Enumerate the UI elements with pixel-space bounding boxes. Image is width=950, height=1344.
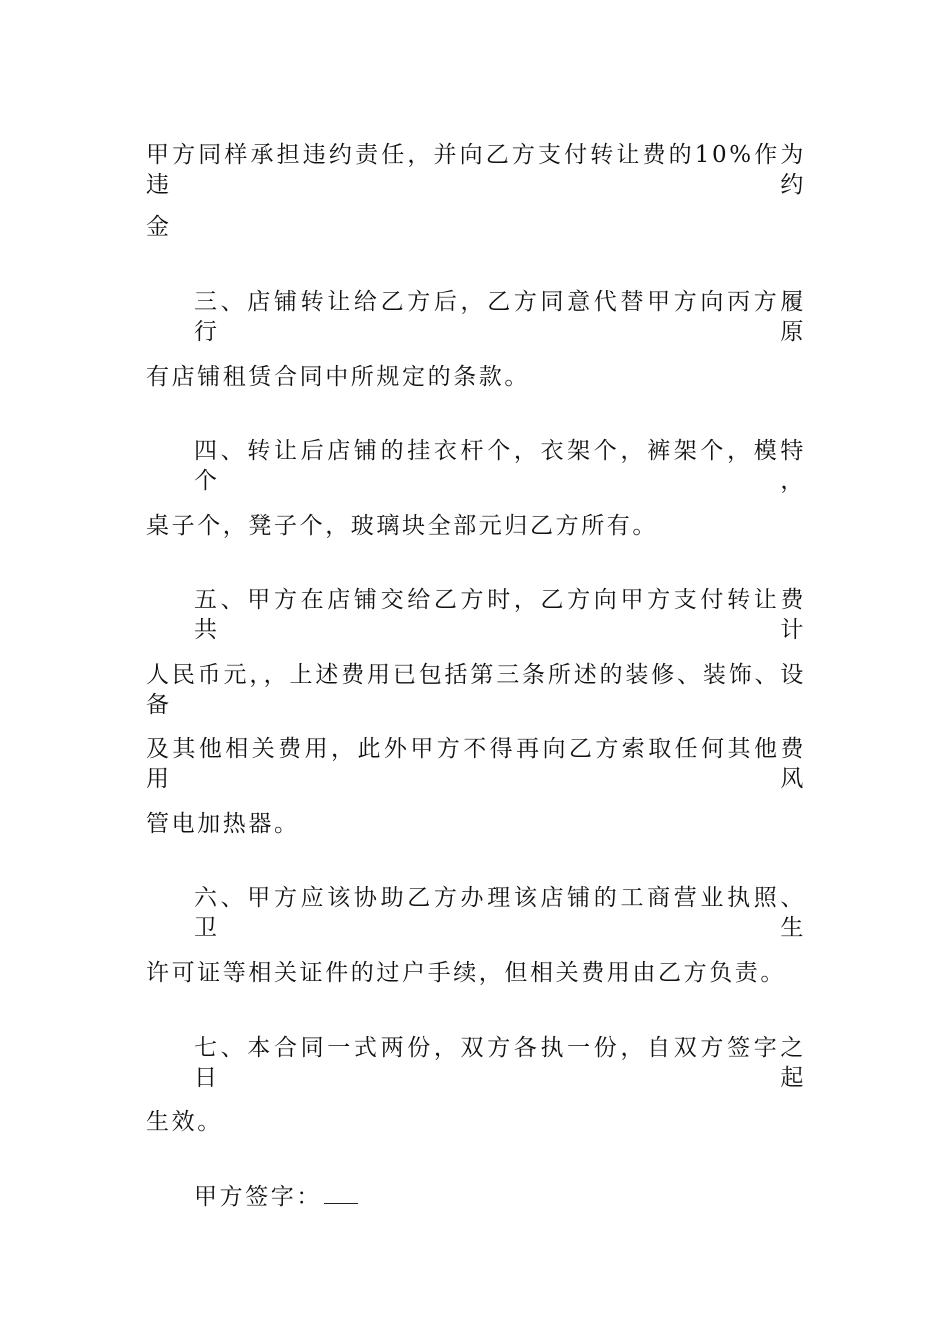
paragraph-line: 甲方同样承担违约责任，并向乙方支付转让费的10%作为违约 bbox=[146, 142, 806, 198]
clause-five-line: 管电加热器。 bbox=[146, 811, 300, 837]
clause-five-line: 人民币元，，上述费用已包括第三条所述的装修、装饰、设备 bbox=[146, 662, 806, 718]
paragraph-line: 金 bbox=[146, 214, 172, 240]
clause-six-line: 六、甲方应该协助乙方办理该店铺的工商营业执照、卫生 bbox=[194, 885, 806, 941]
clause-five-line: 五、甲方在店铺交给乙方时，乙方向甲方支付转让费共计 bbox=[194, 587, 806, 643]
clause-four-line: 桌子个，凳子个，玻璃块全部元归乙方所有。 bbox=[146, 513, 658, 539]
clause-seven-line: 生效。 bbox=[146, 1109, 223, 1135]
clause-five-line: 及其他相关费用，此外甲方不得再向乙方索取任何其他费用风 bbox=[146, 736, 806, 792]
clause-three-line: 有店铺租赁合同中所规定的条款。 bbox=[146, 364, 530, 390]
clause-three-line: 三、店铺转让给乙方后，乙方同意代替甲方向丙方履行原 bbox=[194, 289, 806, 345]
signature-blank bbox=[324, 1183, 358, 1204]
clause-seven-line: 七、本合同一式两份，双方各执一份，自双方签字之日起 bbox=[194, 1035, 806, 1091]
signature-label: 甲方签字： bbox=[194, 1184, 322, 1210]
clause-four-line: 四、转让后店铺的挂衣杆个，衣架个，裤架个，模特个， bbox=[194, 438, 806, 494]
clause-six-line: 许可证等相关证件的过户手续，但相关费用由乙方负责。 bbox=[146, 960, 786, 986]
signature-line bbox=[194, 1182, 806, 1212]
